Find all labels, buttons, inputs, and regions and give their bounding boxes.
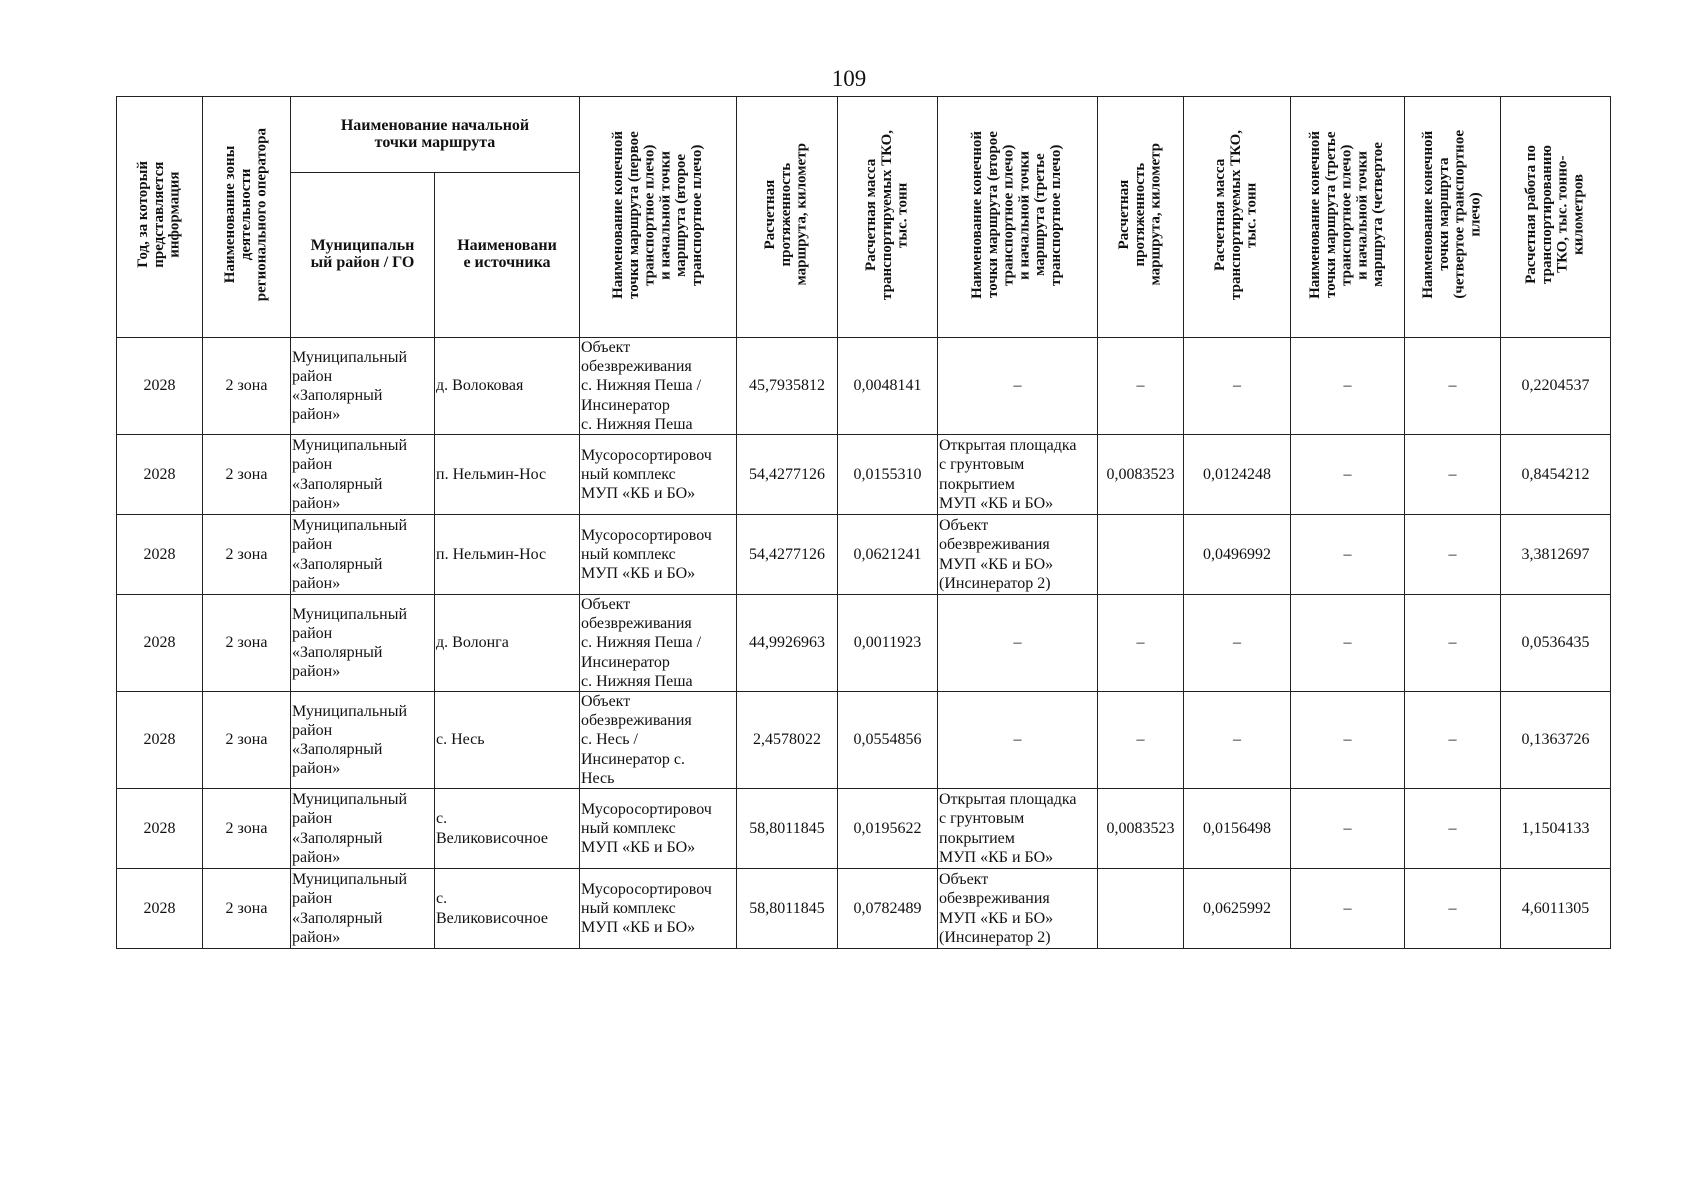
cell-length-1: 54,4277126 — [737, 435, 838, 515]
cell-end-point-1: Объект обезвреживания с. Нижняя Пеша / Инсинератор с. Нижняя Пеша — [580, 595, 737, 692]
cell-end-point-1: Мусоросортировоч ный комплекс МУП «КБ и БО» — [580, 789, 737, 869]
cell-end-point-1: Мусоросортировоч ный комплекс МУП «КБ и БО» — [580, 869, 737, 949]
cell-mass-2: 0,0625992 — [1184, 869, 1291, 949]
cell-end-point-1: Мусоросортировоч ный комплекс МУП «КБ и БО» — [580, 435, 737, 515]
cell-transport-work: 0,8454212 — [1501, 435, 1611, 515]
table-row — [117, 515, 1611, 595]
cell-end-point-2: – — [938, 595, 1098, 692]
cell-length-1: 58,8011845 — [737, 789, 838, 869]
cell-year: 2028 — [117, 789, 203, 869]
cell-transport-work: 0,2204537 — [1501, 338, 1611, 435]
cell-municipal-district: Муниципальный район «Заполярный район» — [291, 515, 435, 595]
cell-transport-work: 0,0536435 — [1501, 595, 1611, 692]
cell-mass-2: 0,0124248 — [1184, 435, 1291, 515]
cell-length-1: 58,8011845 — [737, 869, 838, 949]
cell-mass-2: – — [1184, 595, 1291, 692]
cell-year: 2028 — [117, 595, 203, 692]
cell-end-point-4: – — [1405, 692, 1501, 789]
cell-length-2: – — [1098, 595, 1184, 692]
cell-municipal-district: Муниципальный район «Заполярный район» — [291, 789, 435, 869]
cell-zone: 2 зона — [203, 869, 291, 949]
cell-mass-2: 0,0156498 — [1184, 789, 1291, 869]
cell-end-point-4: – — [1405, 515, 1501, 595]
cell-municipal-district: Муниципальный район «Заполярный район» — [291, 869, 435, 949]
cell-end-point-3: – — [1291, 338, 1405, 435]
cell-length-2: – — [1098, 338, 1184, 435]
cell-end-point-1: Объект обезвреживания с. Нижняя Пеша / Инсинератор с. Нижняя Пеша — [580, 338, 737, 435]
header-zone: Наименование зоны деятельности регионального оператора — [203, 97, 291, 338]
cell-zone: 2 зона — [203, 338, 291, 435]
cell-municipal-district: Муниципальный район «Заполярный район» — [291, 692, 435, 789]
cell-source-name: с. Великовисочное — [435, 789, 580, 869]
cell-year: 2028 — [117, 692, 203, 789]
cell-end-point-1: Мусоросортировоч ный комплекс МУП «КБ и БО» — [580, 515, 737, 595]
cell-end-point-4: – — [1405, 789, 1501, 869]
cell-end-point-3: – — [1291, 692, 1405, 789]
header-length-1: Расчетная протяженность маршрута, километр — [737, 97, 838, 338]
cell-length-2: 0,0083523 — [1098, 435, 1184, 515]
cell-year: 2028 — [117, 869, 203, 949]
header-mass-1: Расчетная масса транспортируемых ТКО, тыс. тонн — [838, 97, 938, 338]
cell-zone: 2 зона — [203, 789, 291, 869]
header-length-2: Расчетная протяженность маршрута, километр — [1098, 97, 1184, 338]
table-row — [117, 338, 1611, 435]
cell-mass-1: 0,0195622 — [838, 789, 938, 869]
cell-mass-1: 0,0782489 — [838, 869, 938, 949]
cell-source-name: с. Несь — [435, 692, 580, 789]
cell-length-1: 54,4277126 — [737, 515, 838, 595]
cell-end-point-2: – — [938, 692, 1098, 789]
cell-end-point-3: – — [1291, 435, 1405, 515]
cell-source-name: с. Великовисочное — [435, 869, 580, 949]
cell-end-point-2: Объект обезвреживания МУП «КБ и БО» (Инсинератор 2) — [938, 869, 1098, 949]
table-row — [117, 435, 1611, 515]
cell-mass-1: 0,0554856 — [838, 692, 938, 789]
table-body — [117, 338, 1611, 949]
cell-length-2: 0,0083523 — [1098, 789, 1184, 869]
table-row — [117, 692, 1611, 789]
header-end-point-4: Наименование конечной точки маршрута (четвертое транспортное плечо) — [1405, 97, 1501, 338]
header-transport-work: Расчетная работа по транспортированию ТКО, тыс. тонно- километров — [1501, 97, 1611, 338]
cell-length-1: 45,7935812 — [737, 338, 838, 435]
cell-mass-1: 0,0155310 — [838, 435, 938, 515]
cell-end-point-4: – — [1405, 338, 1501, 435]
route-table — [116, 96, 1611, 949]
cell-source-name: д. Волонга — [435, 595, 580, 692]
cell-municipal-district: Муниципальный район «Заполярный район» — [291, 338, 435, 435]
table-row — [117, 869, 1611, 949]
cell-mass-1: 0,0048141 — [838, 338, 938, 435]
cell-year: 2028 — [117, 338, 203, 435]
cell-length-1: 2,4578022 — [737, 692, 838, 789]
cell-year: 2028 — [117, 515, 203, 595]
cell-zone: 2 зона — [203, 515, 291, 595]
cell-municipal-district: Муниципальный район «Заполярный район» — [291, 435, 435, 515]
header-end-point-3: Наименование конечной точки маршрута (третье транспортное плечо) и начальной точки маршрута (четвертое — [1291, 97, 1405, 338]
cell-source-name: п. Нельмин-Нос — [435, 435, 580, 515]
cell-end-point-1: Объект обезвреживания с. Несь / Инсинератор с. Несь — [580, 692, 737, 789]
cell-end-point-2: Открытая площадка с грунтовым покрытием МУП «КБ и БО» — [938, 435, 1098, 515]
header-year: Год, за который представляется информация — [117, 97, 203, 338]
cell-zone: 2 зона — [203, 692, 291, 789]
cell-mass-1: 0,0011923 — [838, 595, 938, 692]
cell-transport-work: 4,6011305 — [1501, 869, 1611, 949]
header-start-point: Наименование начальной точки маршрута — [291, 97, 580, 173]
page-number: 109 — [831, 66, 867, 91]
cell-end-point-2: – — [938, 338, 1098, 435]
header-end-point-1: Наименование конечной точки маршрута (первое транспортное плечо) и начальной точки маршрута (второе транспортное плечо) — [580, 97, 737, 338]
header-municipal-district: Муниципальн ый район / ГО — [291, 173, 435, 338]
cell-mass-2: 0,0496992 — [1184, 515, 1291, 595]
cell-year: 2028 — [117, 435, 203, 515]
cell-transport-work: 0,1363726 — [1501, 692, 1611, 789]
cell-source-name: п. Нельмин-Нос — [435, 515, 580, 595]
cell-end-point-3: – — [1291, 515, 1405, 595]
header-mass-2: Расчетная масса транспортируемых ТКО, тыс. тонн — [1184, 97, 1291, 338]
cell-end-point-3: – — [1291, 869, 1405, 949]
cell-mass-2: – — [1184, 692, 1291, 789]
cell-length-2: – — [1098, 692, 1184, 789]
cell-municipal-district: Муниципальный район «Заполярный район» — [291, 595, 435, 692]
cell-end-point-3: – — [1291, 789, 1405, 869]
cell-end-point-2: Объект обезвреживания МУП «КБ и БО» (Инсинератор 2) — [938, 515, 1098, 595]
cell-end-point-4: – — [1405, 435, 1501, 515]
table-row — [117, 789, 1611, 869]
cell-end-point-4: – — [1405, 595, 1501, 692]
cell-zone: 2 зона — [203, 595, 291, 692]
cell-length-1: 44,9926963 — [737, 595, 838, 692]
cell-transport-work: 3,3812697 — [1501, 515, 1611, 595]
table-row — [117, 595, 1611, 692]
cell-source-name: д. Волоковая — [435, 338, 580, 435]
cell-zone: 2 зона — [203, 435, 291, 515]
cell-length-2 — [1098, 869, 1184, 949]
cell-transport-work: 1,1504133 — [1501, 789, 1611, 869]
header-source-name: Наименовани е источника — [435, 173, 580, 338]
cell-mass-2: – — [1184, 338, 1291, 435]
cell-end-point-4: – — [1405, 869, 1501, 949]
cell-mass-1: 0,0621241 — [838, 515, 938, 595]
cell-end-point-2: Открытая площадка с грунтовым покрытием МУП «КБ и БО» — [938, 789, 1098, 869]
cell-end-point-3: – — [1291, 595, 1405, 692]
cell-length-2 — [1098, 515, 1184, 595]
header-end-point-2: Наименование конечной точки маршрута (второе транспортное плечо) и начальной точки маршрута (третье транспортное плечо) — [938, 97, 1098, 338]
